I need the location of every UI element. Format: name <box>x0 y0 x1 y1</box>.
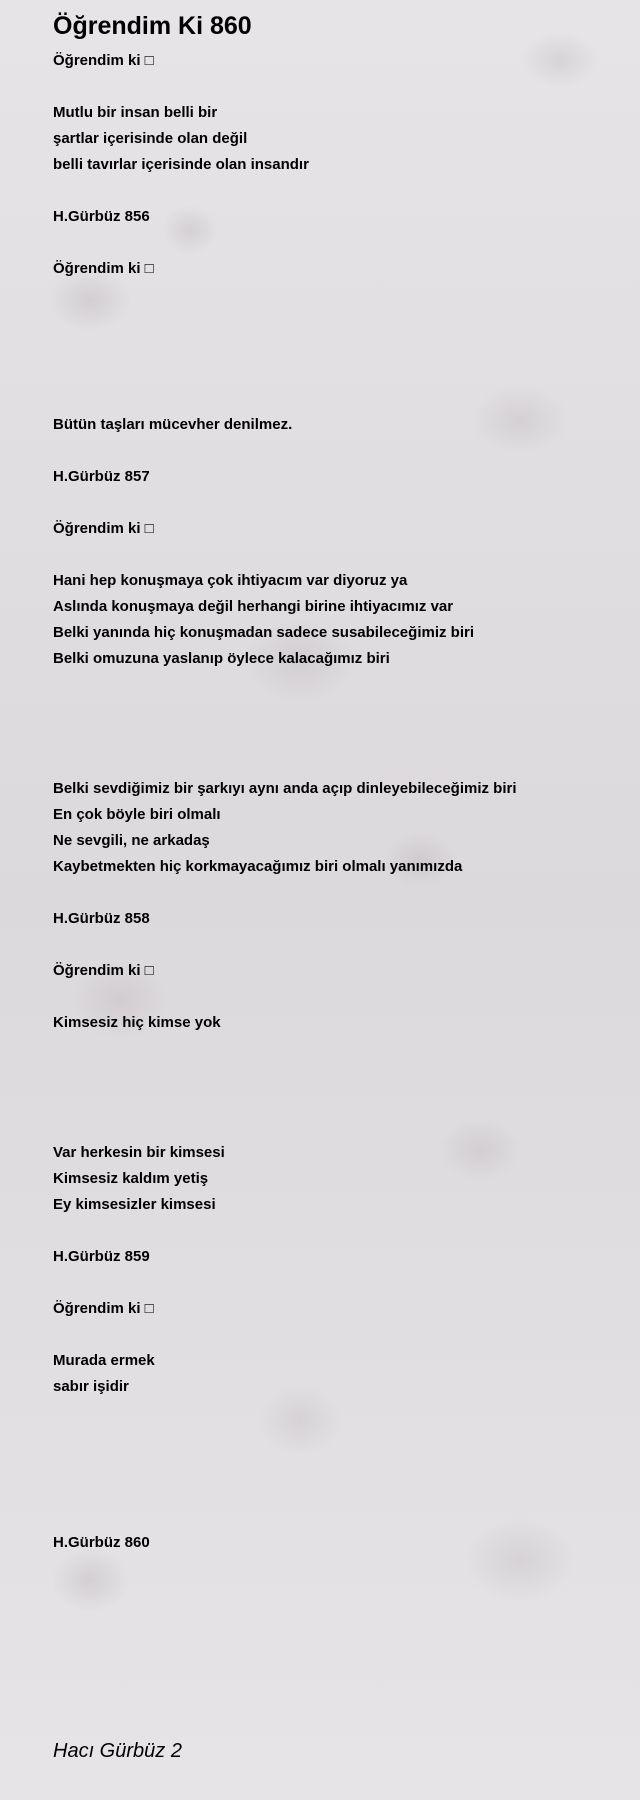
blank-line <box>53 230 633 256</box>
blank-line <box>53 308 633 334</box>
blank-line <box>53 438 633 464</box>
poem-line: Kimsesiz kaldım yetiş <box>53 1170 209 1187</box>
poem-line: Öğrendim ki □ <box>53 520 154 537</box>
blank-line <box>53 542 633 568</box>
blank-line <box>53 1322 633 1348</box>
blank-line <box>53 1478 633 1504</box>
poem-line: Aslında konuşmaya değil herhangi birine ihtiyacımız var <box>53 598 454 615</box>
poem-body <box>53 48 633 1556</box>
blank-line <box>53 74 633 100</box>
poem-line: Var herkesin bir kimsesi <box>53 1144 225 1161</box>
poem-line: En çok böyle biri olmalı <box>53 806 221 823</box>
poem-line: Öğrendim ki □ <box>53 52 154 69</box>
poem-line: Ey kimsesizler kimsesi <box>53 1196 216 1213</box>
poem-line: sabır işidir <box>53 1378 129 1395</box>
blank-line <box>53 1114 633 1140</box>
poem-line: Hani hep konuşmaya çok ihtiyacım var diyoruz ya <box>53 572 408 589</box>
poem-line: H.Gürbüz 856 <box>53 208 150 225</box>
poem-line: Kaybetmekten hiç korkmayacağımız biri olmalı yanımızda <box>53 858 463 875</box>
blank-line <box>53 178 633 204</box>
blank-line <box>53 932 633 958</box>
poem-line: Belki sevdiğimiz bir şarkıyı aynı anda açıp dinleyebileceğimiz biri <box>53 780 517 797</box>
poem-line: H.Gürbüz 858 <box>53 910 150 927</box>
blank-line <box>53 1270 633 1296</box>
poem-line: Belki yanında hiç konuşmadan sadece susabileceğimiz biri <box>53 624 474 641</box>
blank-line <box>53 360 633 386</box>
blank-line <box>53 984 633 1010</box>
poem-line: Kimsesiz hiç kimse yok <box>53 1014 221 1031</box>
blank-line <box>53 1088 633 1114</box>
poem-line: Mutlu bir insan belli bir <box>53 104 218 121</box>
blank-line <box>53 750 633 776</box>
blank-line <box>53 724 633 750</box>
poem-line: Belki omuzuna yaslanıp öylece kalacağımız biri <box>53 650 390 667</box>
poem-line: Öğrendim ki □ <box>53 1300 154 1317</box>
blank-line <box>53 282 633 308</box>
poem-line: Ne sevgili, ne arkadaş <box>53 832 210 849</box>
blank-line <box>53 698 633 724</box>
author-name: Hacı Gürbüz 2 <box>53 1740 182 1762</box>
blank-line <box>53 880 633 906</box>
blank-line <box>53 386 633 412</box>
poem-line: Bütün taşları mücevher denilmez. <box>53 416 293 433</box>
blank-line <box>53 1426 633 1452</box>
blank-line <box>53 1452 633 1478</box>
poem-line: belli tavırlar içerisinde olan insandır <box>53 156 309 173</box>
page-title: Öğrendim Ki 860 <box>53 12 252 40</box>
poem-line: şartlar içerisinde olan değil <box>53 130 248 147</box>
poem-line: H.Gürbüz 859 <box>53 1248 150 1265</box>
poem-line: Öğrendim ki □ <box>53 962 154 979</box>
blank-line <box>53 1400 633 1426</box>
blank-line <box>53 1036 633 1062</box>
blank-line <box>53 1218 633 1244</box>
blank-line <box>53 672 633 698</box>
poem-line: Öğrendim ki □ <box>53 260 154 277</box>
blank-line <box>53 334 633 360</box>
poem-line: H.Gürbüz 857 <box>53 468 150 485</box>
poem-line: Murada ermek <box>53 1352 155 1369</box>
blank-line <box>53 490 633 516</box>
blank-line <box>53 1504 633 1530</box>
poem-line: H.Gürbüz 860 <box>53 1534 150 1551</box>
blank-line <box>53 1062 633 1088</box>
